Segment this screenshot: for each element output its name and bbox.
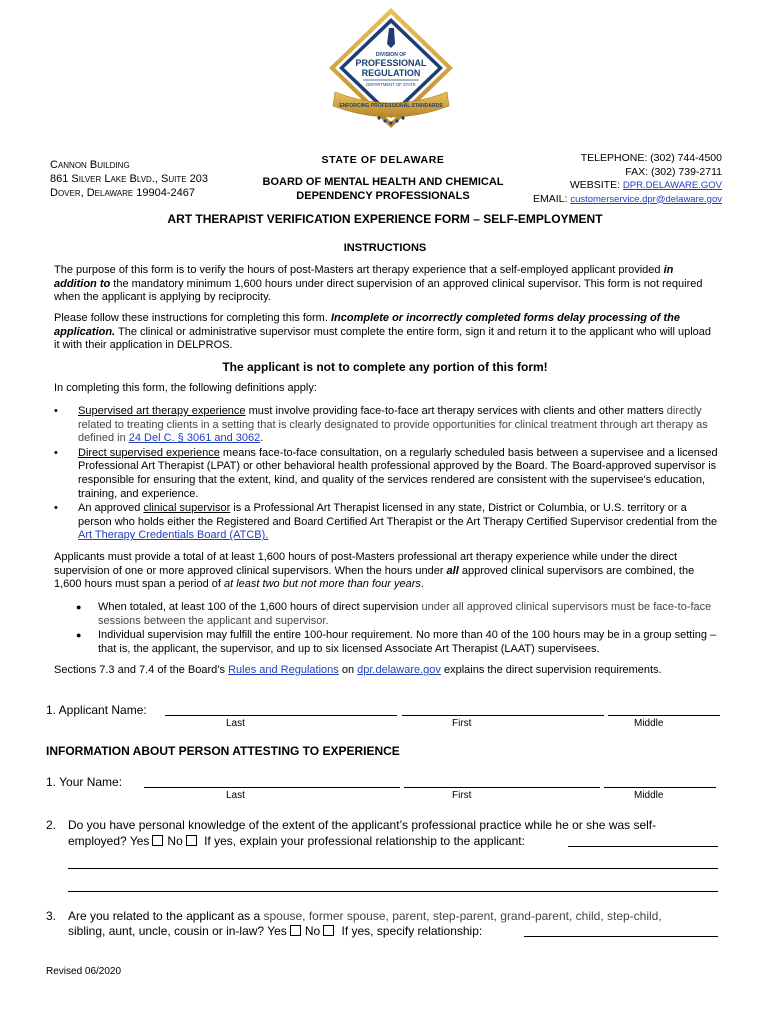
- p5-text-a: Sections 7.3 and 7.4 of the Board’s: [54, 664, 229, 676]
- q3-specify-label: If yes, specify relationship:: [341, 924, 483, 938]
- q2-relationship-field[interactable]: [568, 846, 718, 847]
- logo-line4: DEPARTMENT OF STATE: [366, 82, 416, 87]
- state-name: STATE OF DELAWARE: [321, 154, 445, 166]
- q3-no-checkbox[interactable]: [323, 925, 334, 936]
- statute-link[interactable]: 24 Del C. § 3061 and 3062: [128, 432, 261, 445]
- contact-info: [533, 152, 722, 206]
- bullet-symbol: ●: [76, 630, 82, 641]
- p4-text-c: approved clinical supervisors are combined, the 1,600 hours must span a period of: [54, 564, 695, 591]
- applicant-last-name-field[interactable]: [165, 715, 397, 716]
- p4-text-e: .: [420, 578, 424, 591]
- purpose-paragraph: [54, 264, 719, 305]
- bullet-symbol: •: [54, 405, 58, 417]
- q3-yes-checkbox[interactable]: [290, 925, 301, 936]
- b2-text: means face-to-face consultation, on a regularly scheduled basis between a supervisee and a licensed Professional Art Therapist (LPAT) or other behavioral health professional approved by the Board. The Board-approved supervisor is responsible for ensuring that the extent, kind, and quality of the services rendered are consistent with the supervisee's education, training, and experience.: [78, 446, 718, 500]
- p2-emphasis: Incomplete or incorrectly completed forms delay processing of the application.: [54, 312, 680, 338]
- rules-link[interactable]: Rules and Regulations: [228, 664, 339, 676]
- definition-direct-supervised: [54, 447, 719, 501]
- q3-text-line1: [68, 909, 728, 924]
- applicant-first-name-field[interactable]: [402, 715, 604, 716]
- requirement-face-to-face: [76, 601, 719, 628]
- b3-text: is a Professional Art Therapist licensed in any state, District or Columbia, or U.S. territory or a person who holds either the Registered and Board Certified Art Therapist or the Art Therapy Certified Supervisor credential from the: [78, 502, 718, 528]
- logo-line3: REGULATION: [361, 68, 421, 78]
- s1-text-b: under all approved clinical supervisors must be face-to-face sessions between the applicant and supervisor.: [98, 601, 712, 627]
- email-row: [533, 193, 722, 207]
- logo-line1: DIVISION OF: [375, 52, 407, 58]
- b1-text1: must involve providing face-to-face art therapy services with clients and other matters: [245, 405, 667, 417]
- p1-text-a: The purpose of this form is to verify the hours of post-Masters art therapy experience that a self-employed applicant provided: [54, 264, 664, 276]
- your-middle-name-field[interactable]: [604, 787, 716, 788]
- p2-text-c: The clinical or administrative supervisor must complete the entire form, sign it and return it to the applicant who will upload it with their application in DELPROS.: [54, 325, 712, 352]
- office-address: [50, 158, 208, 200]
- definitions-intro: In completing this form, the following definitions apply:: [54, 382, 317, 394]
- your-first-caption: First: [452, 790, 472, 801]
- requirement-individual-supervision: [76, 629, 719, 656]
- supervision-requirements-list: [76, 601, 719, 657]
- q3-yes-label: sibling, aunt, uncle, cousin or in-law? Yes: [68, 924, 287, 938]
- term-clinical-supervisor: clinical supervisor: [143, 502, 231, 515]
- q2-explain-line-1[interactable]: [68, 868, 718, 869]
- q2-text-line1: Do you have personal knowledge of the extent of the applicant’s professional practice while he or she was self-: [68, 818, 657, 832]
- hours-paragraph: [54, 551, 719, 592]
- q3-text-b: spouse, former spouse, parent, step-parent, grand-parent, child, step-child,: [263, 909, 662, 923]
- agency-header: [238, 154, 528, 203]
- p1-text-c: the mandatory minimum 1,600 hours under direct supervision of an approved clinical supervisor. This form is not required when the applicant is applying by reciprocity.: [54, 277, 703, 304]
- applicant-middle-caption: Middle: [634, 718, 664, 729]
- attester-section-heading: INFORMATION ABOUT PERSON ATTESTING TO EXPERIENCE: [46, 744, 400, 758]
- q2-no-checkbox[interactable]: [186, 835, 197, 846]
- b3-text-a: An approved: [78, 502, 144, 515]
- p4-text-a: Applicants must provide a total of at least 1,600 hours of post-Masters professional art therapy experience while under the direct supervision of one or more approved clinical supervisors. When the hours under: [54, 551, 678, 577]
- q2-no-label: No: [167, 834, 183, 848]
- your-last-name-field[interactable]: [144, 787, 400, 788]
- website-link[interactable]: DPR.DELAWARE.GOV: [622, 180, 722, 191]
- bullet-symbol: •: [54, 502, 58, 515]
- form-title: ART THERAPIST VERIFICATION EXPERIENCE FORM – SELF-EMPLOYMENT: [167, 212, 603, 226]
- rules-paragraph: [54, 664, 719, 678]
- definition-supervised-experience: [54, 405, 719, 446]
- b1-end: .: [260, 432, 264, 445]
- logo-line2: PROFESSIONAL: [355, 58, 427, 68]
- q3-number: 3.: [46, 909, 57, 923]
- fax: FAX: (302) 739-2711: [625, 165, 722, 178]
- your-name-label: 1. Your Name:: [46, 775, 123, 789]
- website-row: [533, 179, 722, 193]
- term-supervised-art-therapy: Supervised art therapy experience: [78, 405, 246, 417]
- definitions-list: [54, 405, 719, 544]
- address-line1: Cannon Building: [50, 159, 130, 171]
- bullet-symbol: •: [54, 446, 58, 459]
- board-name-line2: DEPENDENCY PROFESSIONALS: [296, 190, 470, 203]
- email-label: EMAIL:: [532, 192, 571, 205]
- email-link[interactable]: customerservice.dpr@delaware.gov: [570, 193, 722, 205]
- atcb-link[interactable]: Art Therapy Credentials Board (ATCB).: [78, 529, 269, 542]
- bullet-symbol: ●: [76, 602, 82, 612]
- instructions-paragraph: [54, 312, 719, 353]
- q2-explain-line-2[interactable]: [68, 891, 718, 892]
- applicant-name-label: 1. Applicant Name:: [46, 703, 147, 717]
- s1-text-a: When totaled, at least 100 of the 1,600 hours of direct supervision: [98, 601, 419, 613]
- address-line3: Dover, Delaware 19904-2467: [50, 187, 195, 199]
- your-first-name-field[interactable]: [404, 787, 600, 788]
- applicant-last-caption: Last: [226, 718, 245, 729]
- p1-emphasis: in addition to: [54, 264, 674, 290]
- your-last-caption: Last: [226, 790, 245, 801]
- p4-emphasis-period: at least two but not more than four years: [224, 578, 421, 591]
- logo-ribbon: ENFORCING PROFESSIONAL STANDARDS: [339, 103, 443, 109]
- definition-clinical-supervisor: [54, 502, 719, 543]
- s2-text: Individual supervision may fulfill the entire 100-hour requirement. No more than 40 of the 100 hours may be in a group setting – that is, the applicant, the supervisor, and up to six licensed Associate Art Therapist (LAAT) supervisees.: [98, 629, 717, 655]
- b1-text2: directly related to treating clients in a setting that is clearly designated to provide opportunities for clinical treatment through art therapy as defined in: [78, 405, 708, 445]
- dpr-link[interactable]: dpr.delaware.gov: [357, 664, 441, 676]
- q2-explain-label: If yes, explain your professional relationship to the applicant:: [204, 834, 525, 848]
- q2-number: 2.: [46, 818, 57, 832]
- p2-text-a: Please follow these instructions for completing this form.: [54, 312, 331, 324]
- q2-yes-label: employed? Yes: [68, 834, 150, 848]
- website-label: WEBSITE:: [569, 179, 623, 191]
- your-middle-caption: Middle: [634, 790, 664, 801]
- telephone: TELEPHONE: (302) 744-4500: [580, 152, 722, 164]
- applicant-first-caption: First: [452, 718, 472, 729]
- q2-yes-checkbox[interactable]: [152, 835, 163, 846]
- q3-relationship-field[interactable]: [524, 936, 718, 937]
- instructions-heading: INSTRUCTIONS: [343, 242, 427, 254]
- p5-text-c: explains the direct supervision requirements.: [440, 664, 662, 676]
- p5-text-b: on: [338, 664, 358, 676]
- q3-no-label: No: [304, 924, 321, 938]
- applicant-middle-name-field[interactable]: [608, 715, 720, 716]
- address-line2: 861 Silver Lake Blvd., Suite 203: [50, 173, 208, 185]
- revision-date: Revised 06/2020: [46, 966, 122, 977]
- dpr-logo: [323, 6, 459, 146]
- term-direct-supervised: Direct supervised experience: [78, 446, 220, 459]
- p4-emphasis-all: all: [446, 564, 459, 577]
- applicant-warning: The applicant is not to complete any portion of this form!: [222, 360, 548, 374]
- board-name-line1: BOARD OF MENTAL HEALTH AND CHEMICAL: [262, 176, 504, 189]
- q3-text-a: Are you related to the applicant as a: [68, 909, 264, 923]
